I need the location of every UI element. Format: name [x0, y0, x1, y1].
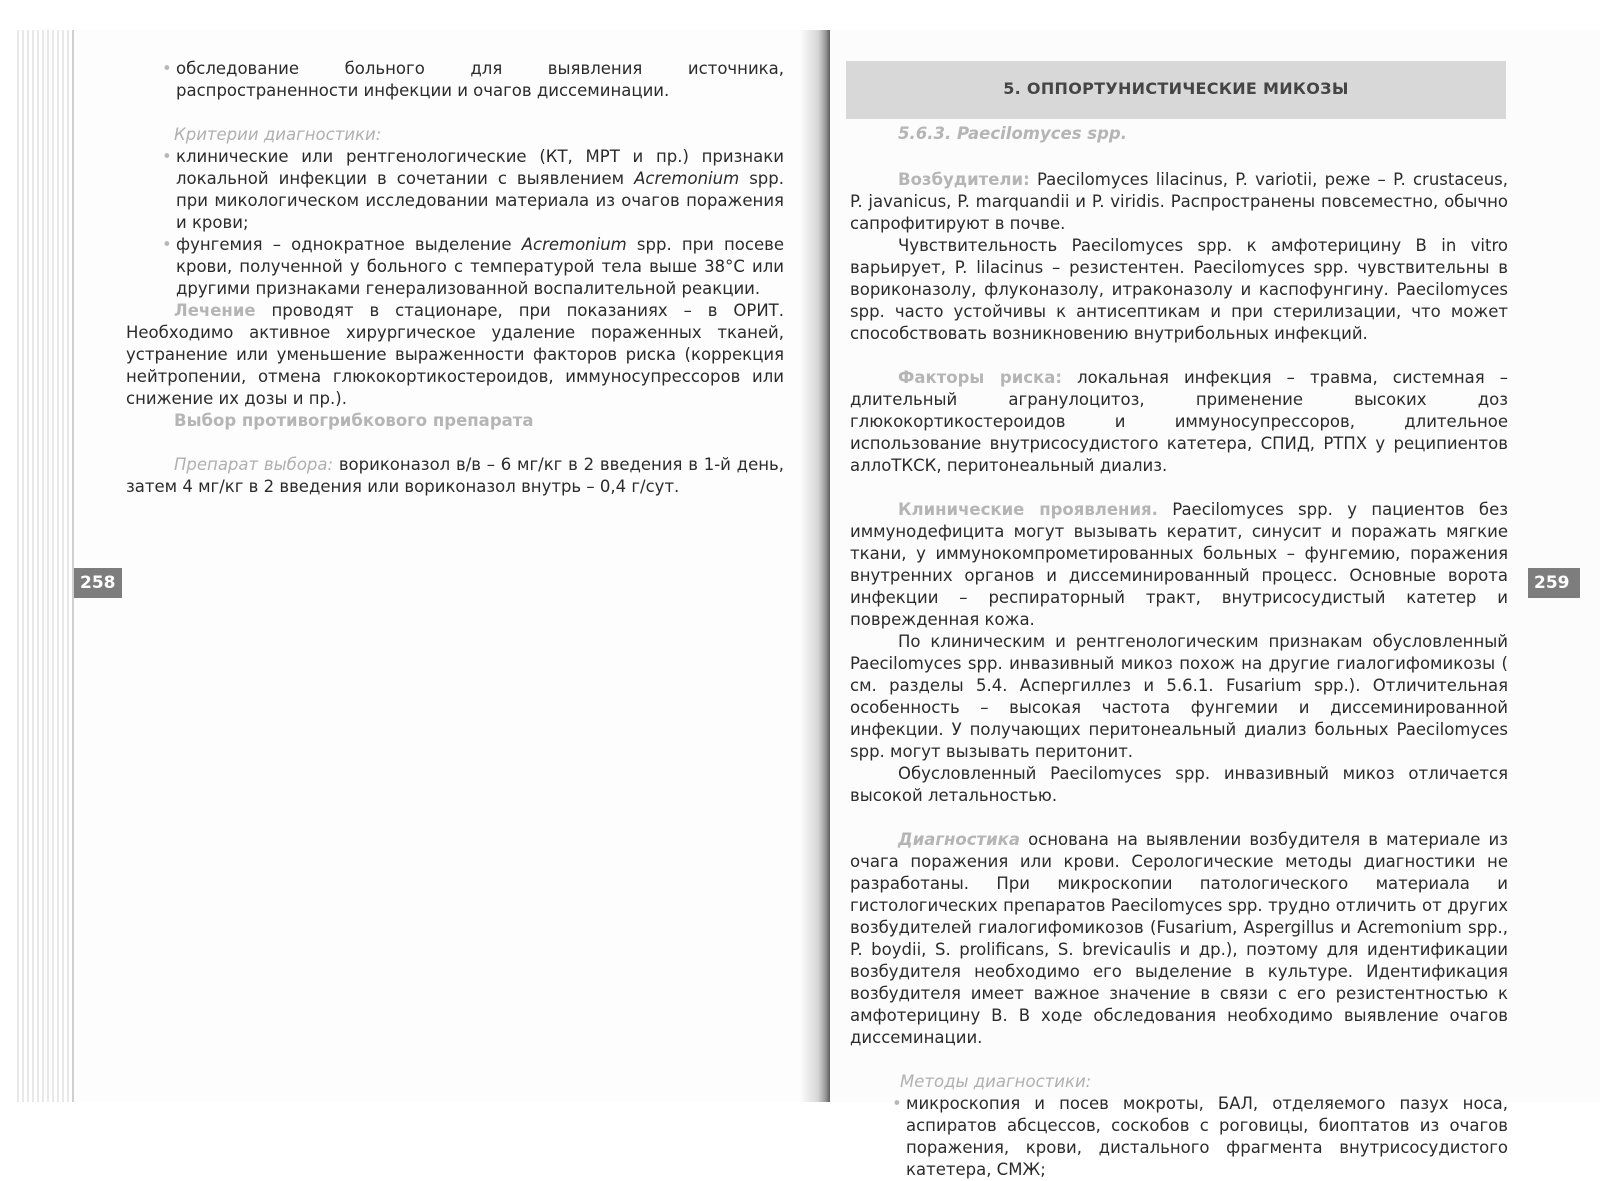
page-number-left: 258 [74, 568, 122, 598]
book-gutter [800, 30, 830, 1102]
list-item: • обследование больного для выявления источника, распространенности инфекции и очагов диссеминации. [162, 59, 784, 100]
left-bullets-top [162, 58, 784, 102]
bullet-icon: • [162, 59, 172, 78]
treatment-lead: Лечение [174, 301, 256, 320]
clinic-paragraph-2: По клиническим и рентгенологическим признакам обусловленный Paecilomyces spp. инвазивный микоз похож на другие гиалогифомикозы ( см. разделы 5.4. Аспергиллез и 5.6.1. Fusarium spp.). Отличительная особенность – высокая частота фунгемии и диссеминированной инфекции. У получающих перитонеальный диализ больных Paecilomyces spp. могут вызывать перитонит. [850, 632, 1508, 761]
pathogens-paragraph: Возбудители: Paecilomyces lilacinus, P. variotii, реже – P. crustaceus, P. javanicus, P. marquandii и P. viridis. Распространены повсеместно, обычно сапрофитируют в почве. [850, 170, 1508, 233]
diagnostics-paragraph: Диагностика основана на выявлении возбудителя в материале из очага поражения или крови. Серологические методы диагностики не разработаны. При микроскопии патологического материала и гистологических препаратов Paecilomyces spp. трудно отличить от других возбудителей гиалогифомикозов (Fusarium, Aspergillus и Acremonium spp., P. boydii, S. prolificans, S. brevicaulis и др.), поэтому для идентификации возбудителя необходимо его выделение в культуре. Идентификация возбудителя имеет важное значение в связи с его резистентностью к амфотерицину В. В ходе обследования необходимо выявление очагов диссеминации. [850, 830, 1508, 1047]
treatment-paragraph: Лечение проводят в стационаре, при показаниях – в ОРИТ. Необходимо активное хирургическое удаление пораженных тканей, устранение или уменьшение выраженности факторов риска (коррекция нейтропении, отмена глюкокортикостероидов, иммуносупрессоров или снижение их дозы и пр.). [126, 301, 784, 408]
right-body [850, 169, 1508, 1181]
bullet-icon: • [162, 147, 172, 166]
list-item: • фунгемия – однократное выделение Acremonium spp. при посеве крови, полученной у больного с температурой тела выше 38°С или другими признаками генерализованной воспалительной реакции. [162, 235, 784, 298]
subsection-title: 5.6.3. Paecilomyces spp. [898, 124, 1127, 143]
bullet-icon: • [162, 235, 172, 254]
risk-paragraph: Факторы риска: локальная инфекция – травма, системная – длительный агранулоцитоз, применение высоких доз глюкокортикостероидов и иммуносупрессоров, длительное использование внутрисосудистого катетера, СПИД, РТПХ у реципиентов аллоТКСК, перитонеальный диализ. [850, 368, 1509, 475]
bullet-icon: • [892, 1094, 902, 1113]
chapter-header [846, 61, 1506, 119]
chapter-title: 5. ОППОРТУНИСТИЧЕСКИЕ МИКОЗЫ [1003, 79, 1349, 98]
list-item: • микроскопия и посев мокроты, БАЛ, отделяемого пазух носа, аспиратов абсцессов, соскобов с роговицы, биоптатов из очагов поражения, крови, дистального фрагмента внутрисосудистого катетера, СМЖ; [892, 1094, 1508, 1179]
methods-label: Методы диагностики: [900, 1072, 1092, 1091]
page-edges [14, 30, 74, 1102]
criteria-label: Критерии диагностики: [174, 125, 382, 144]
sensitivity-paragraph: Чувствительность Paecilomyces spp. к амфотерицину В in vitro варьирует, P. lilacinus – резистентен. Paecilomyces spp. чувствительны в вориконазолу, флуконазолу, итраконазолу и каспофунгину. Paecilomyces spp. часто устойчивы к антисептикам и при стерилизации, что может способствовать возникновению внутрибольных инфекций. [850, 236, 1508, 343]
drug-paragraph: Препарат выбора: вориконазол в/в – 6 мг/кг в 2 введения в 1-й день, затем 4 мг/кг в 2 введения или вориконазол внутрь – 0,4 г/сут. [126, 455, 784, 496]
drug-heading: Выбор противогрибкового препарата [174, 411, 534, 430]
clinic-paragraph: Клинические проявления. Paecilomyces spp. у пациентов без иммунодефицита могут вызывать кератит, синусит и поражать мягкие ткани, у иммунокомпрометированных больных – фунгемию, поражения внутренних органов и диссеминированный процесс. Основные ворота инфекции – респираторный тракт, внутрисосудистый катетер и поврежденная кожа. [850, 500, 1508, 629]
criteria-list [162, 146, 784, 300]
list-item: • клинические или рентгенологические (КТ, МРТ и пр.) признаки локальной инфекции в сочетании с выявлением Acremonium spp. при микологическом исследовании материала из очагов поражения и крови; [162, 147, 784, 232]
page-number-right: 259 [1528, 568, 1580, 598]
clinic-paragraph-3: Обусловленный Paecilomyces spp. инвазивный микоз отличается высокой летальностью. [850, 764, 1508, 805]
methods-list [850, 1093, 1508, 1181]
